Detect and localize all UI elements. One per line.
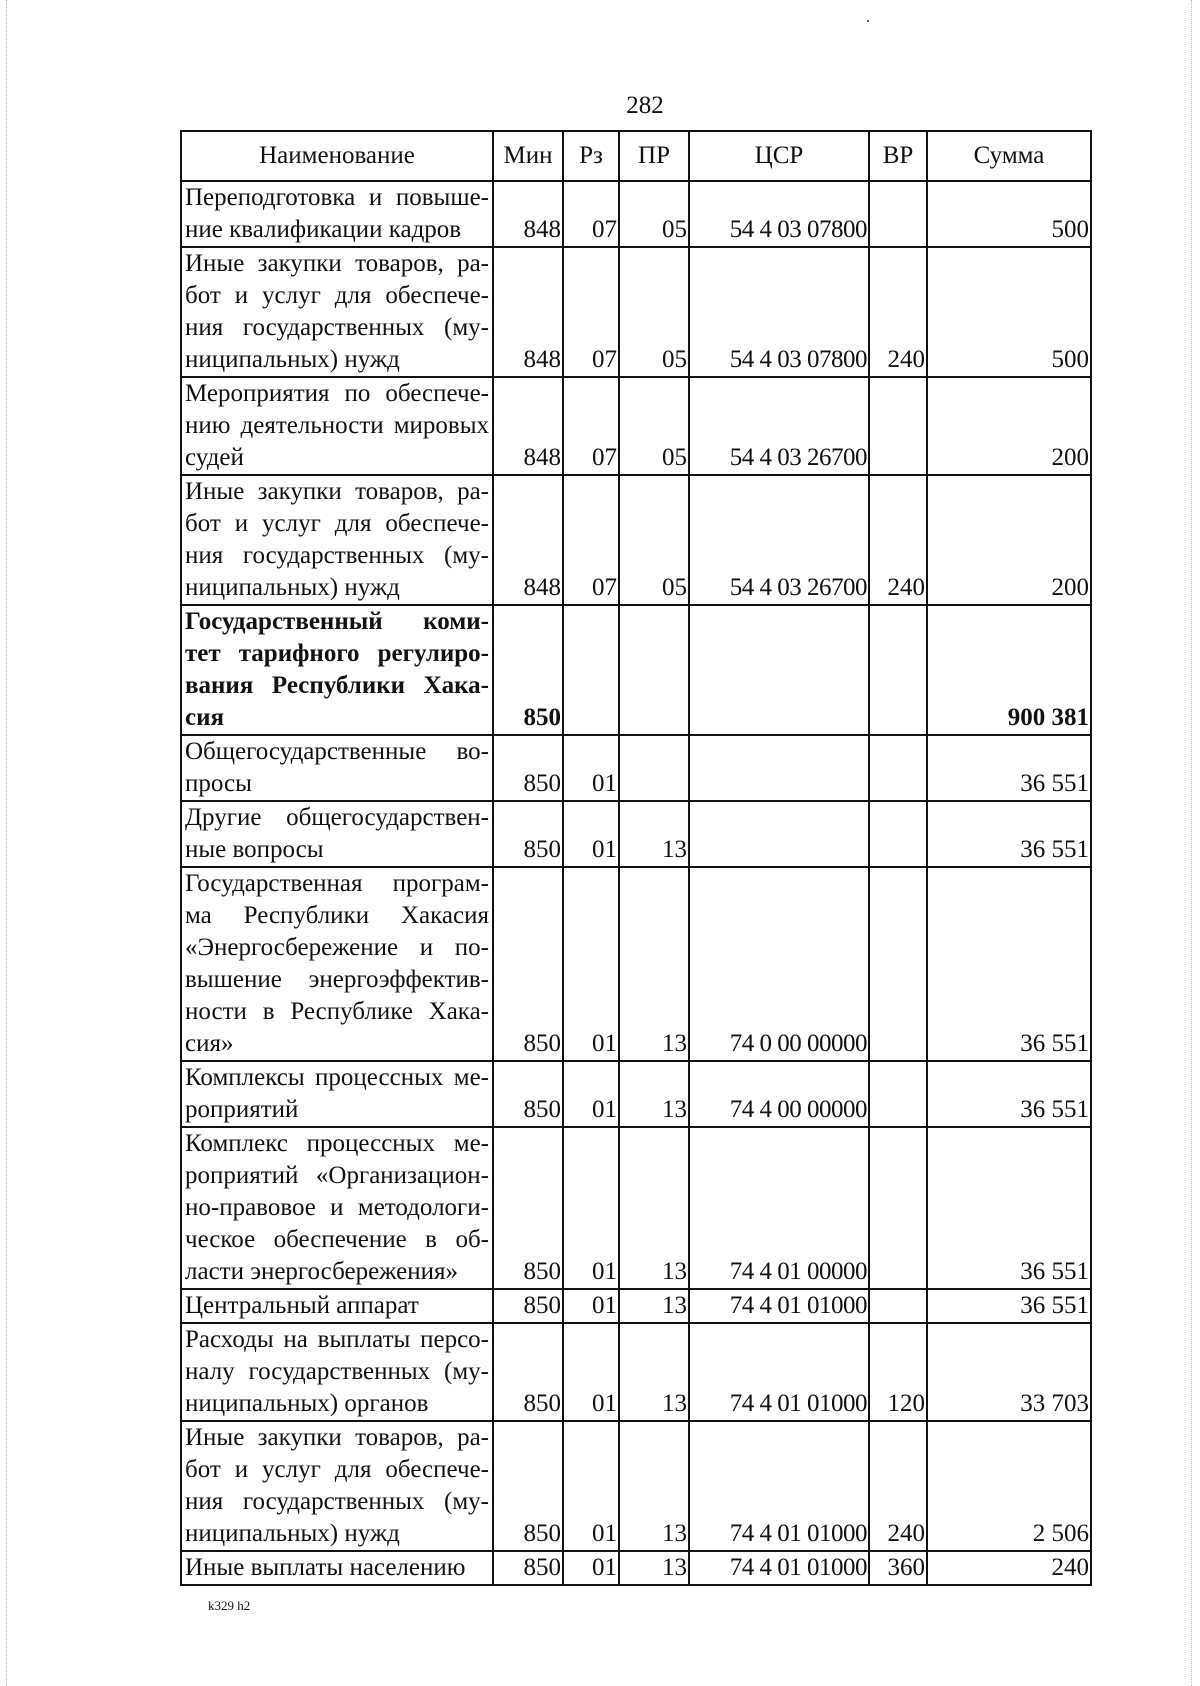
table-row [181, 867, 1091, 1061]
cell-csr: 54 4 03 26700 [689, 377, 869, 475]
cell-sum: 36 551 [927, 1127, 1091, 1289]
cell-min: 850 [493, 735, 563, 801]
scan-edge-left [6, 0, 7, 1686]
table-row [181, 1323, 1091, 1421]
cell-rz: 07 [563, 247, 619, 377]
cell-csr: 74 4 01 01000 [689, 1289, 869, 1323]
cell-min: 848 [493, 377, 563, 475]
cell-sum: 900 381 [927, 605, 1091, 735]
table-row [181, 605, 1091, 735]
table-body [181, 181, 1091, 1585]
cell-sum: 240 [927, 1551, 1091, 1585]
table-row [181, 1127, 1091, 1289]
cell-rz: 01 [563, 1289, 619, 1323]
cell-rz [563, 605, 619, 735]
cell-pr: 05 [619, 181, 689, 247]
header-min: Мин [493, 131, 563, 181]
page-number: 282 [626, 92, 664, 119]
cell-vr [869, 1289, 927, 1323]
cell-min: 850 [493, 1323, 563, 1421]
scan-edge-right [1191, 0, 1192, 1686]
cell-pr: 13 [619, 1323, 689, 1421]
header-row [181, 131, 1091, 181]
cell-name: Иные выплаты населению [181, 1551, 493, 1585]
cell-rz: 01 [563, 1127, 619, 1289]
cell-min: 850 [493, 1061, 563, 1127]
cell-pr: 13 [619, 801, 689, 867]
cell-vr [869, 377, 927, 475]
table-row [181, 1289, 1091, 1323]
cell-sum: 2 506 [927, 1421, 1091, 1551]
cell-rz: 01 [563, 1551, 619, 1585]
cell-csr: 54 4 03 07800 [689, 247, 869, 377]
cell-rz: 01 [563, 1061, 619, 1127]
cell-min: 848 [493, 181, 563, 247]
cell-rz: 07 [563, 475, 619, 605]
header-sum: Сумма [927, 131, 1091, 181]
cell-min: 850 [493, 1421, 563, 1551]
cell-rz: 01 [563, 801, 619, 867]
table-row [181, 735, 1091, 801]
cell-rz: 01 [563, 867, 619, 1061]
cell-vr [869, 801, 927, 867]
cell-csr: 74 4 00 00000 [689, 1061, 869, 1127]
cell-sum: 36 551 [927, 801, 1091, 867]
table-row [181, 1421, 1091, 1551]
cell-sum: 500 [927, 247, 1091, 377]
cell-name: Комплекс процессных ме-роприятий «Организацион-но-правовое и методологи-ческое обеспечение в об-ласти энергосбережения» [181, 1127, 493, 1289]
cell-vr [869, 605, 927, 735]
cell-csr: 74 4 01 01000 [689, 1551, 869, 1585]
cell-sum: 36 551 [927, 735, 1091, 801]
cell-pr: 05 [619, 377, 689, 475]
cell-sum: 500 [927, 181, 1091, 247]
cell-sum: 36 551 [927, 1289, 1091, 1323]
cell-min: 850 [493, 1127, 563, 1289]
cell-pr: 13 [619, 867, 689, 1061]
header-pr: ПР [619, 131, 689, 181]
cell-csr [689, 801, 869, 867]
cell-sum: 200 [927, 475, 1091, 605]
scan-speck [867, 20, 869, 22]
cell-pr [619, 735, 689, 801]
cell-pr: 13 [619, 1127, 689, 1289]
cell-min: 850 [493, 1551, 563, 1585]
cell-min: 850 [493, 801, 563, 867]
table-row [181, 801, 1091, 867]
header-csr: ЦСР [689, 131, 869, 181]
footer-code: k329 h2 [208, 1598, 251, 1613]
cell-name: Иные закупки товаров, ра-бот и услуг для обеспече-ния государственных (му-ниципальных) нужд [181, 1421, 493, 1551]
cell-sum: 33 703 [927, 1323, 1091, 1421]
cell-name: Иные закупки товаров, ра-бот и услуг для обеспече-ния государственных (му-ниципальных) нужд [181, 247, 493, 377]
cell-csr: 74 0 00 00000 [689, 867, 869, 1061]
cell-vr: 360 [869, 1551, 927, 1585]
cell-name: Общегосударственные во-просы [181, 735, 493, 801]
cell-pr: 13 [619, 1061, 689, 1127]
table-row [181, 1061, 1091, 1127]
cell-vr: 240 [869, 1421, 927, 1551]
cell-min: 850 [493, 867, 563, 1061]
cell-vr: 240 [869, 475, 927, 605]
header-name: Наименование [181, 131, 493, 181]
cell-pr: 13 [619, 1421, 689, 1551]
cell-sum: 200 [927, 377, 1091, 475]
cell-rz: 01 [563, 1323, 619, 1421]
cell-csr: 74 4 01 01000 [689, 1421, 869, 1551]
cell-min: 848 [493, 475, 563, 605]
cell-min: 848 [493, 247, 563, 377]
cell-name: Центральный аппарат [181, 1289, 493, 1323]
cell-sum: 36 551 [927, 867, 1091, 1061]
cell-csr: 54 4 03 26700 [689, 475, 869, 605]
cell-name: Переподготовка и повыше-ние квалификации кадров [181, 181, 493, 247]
table-header [181, 131, 1091, 181]
cell-csr [689, 735, 869, 801]
cell-pr: 13 [619, 1289, 689, 1323]
cell-min: 850 [493, 1289, 563, 1323]
cell-csr: 54 4 03 07800 [689, 181, 869, 247]
table-row [181, 1551, 1091, 1585]
cell-name: Комплексы процессных ме-роприятий [181, 1061, 493, 1127]
cell-rz: 07 [563, 181, 619, 247]
cell-vr [869, 1061, 927, 1127]
table-row [181, 247, 1091, 377]
cell-csr: 74 4 01 01000 [689, 1323, 869, 1421]
header-rz: Рз [563, 131, 619, 181]
cell-vr [869, 735, 927, 801]
cell-csr: 74 4 01 00000 [689, 1127, 869, 1289]
cell-rz: 01 [563, 735, 619, 801]
cell-pr [619, 605, 689, 735]
cell-vr: 120 [869, 1323, 927, 1421]
cell-rz: 07 [563, 377, 619, 475]
table-row [181, 181, 1091, 247]
cell-rz: 01 [563, 1421, 619, 1551]
cell-pr: 13 [619, 1551, 689, 1585]
cell-vr [869, 1127, 927, 1289]
cell-name: Государственная програм-ма Республики Хакасия «Энергосбережение и по-вышение энергоэффектив-ности в Республике Хака-сия» [181, 867, 493, 1061]
cell-name: Мероприятия по обеспече-нию деятельности мировых судей [181, 377, 493, 475]
cell-vr [869, 181, 927, 247]
cell-pr: 05 [619, 247, 689, 377]
budget-table [180, 130, 1092, 1586]
cell-name: Другие общегосударствен-ные вопросы [181, 801, 493, 867]
cell-name: Иные закупки товаров, ра-бот и услуг для обеспече-ния государственных (му-ниципальных) нужд [181, 475, 493, 605]
cell-csr [689, 605, 869, 735]
cell-pr: 05 [619, 475, 689, 605]
cell-vr: 240 [869, 247, 927, 377]
table-row [181, 475, 1091, 605]
cell-min: 850 [493, 605, 563, 735]
cell-vr [869, 867, 927, 1061]
cell-name: Государственный коми-тет тарифного регулиро-вания Республики Хака-сия [181, 605, 493, 735]
cell-name: Расходы на выплаты персо-налу государственных (му-ниципальных) органов [181, 1323, 493, 1421]
header-vr: ВР [869, 131, 927, 181]
cell-sum: 36 551 [927, 1061, 1091, 1127]
table-row [181, 377, 1091, 475]
